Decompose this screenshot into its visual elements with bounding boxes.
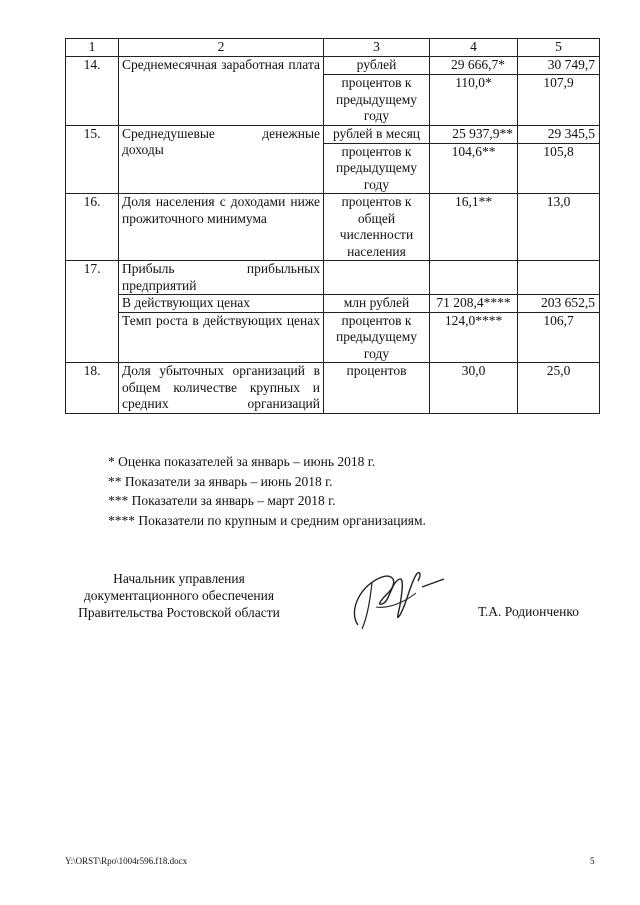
table-row [66, 261, 600, 295]
indicator-name: Доля убыточных организаций в общем количестве крупных и средних организаций [119, 363, 324, 414]
footnote: ** Показатели за январь – июнь 2018 г. [108, 473, 333, 489]
empty-cell [518, 261, 600, 295]
value-2018-cell: 30,0 [430, 363, 518, 414]
row-number: 17. [66, 261, 119, 363]
table-row [66, 57, 600, 75]
indicator-subname: В действующих ценах [119, 295, 324, 313]
unit-cell: процентов [324, 363, 430, 414]
value-2018-cell: 104,6** [430, 143, 518, 194]
footnote: **** Показатели по крупным и средним организациям. [108, 512, 426, 528]
unit-cell: рублей [324, 57, 430, 75]
handwritten-signature [340, 563, 450, 638]
value-2018-cell: 71 208,4**** [430, 295, 518, 313]
value-forecast-cell: 203 652,5 [518, 295, 600, 313]
unit-cell: процентов к предыдущему году [324, 143, 430, 194]
table-row [66, 295, 600, 313]
position-line: документационного обеспечения [83, 588, 275, 603]
value-forecast-cell: 30 749,7 [518, 57, 600, 75]
column-header: 4 [430, 39, 518, 57]
table-row [66, 312, 600, 363]
table-row [66, 125, 600, 143]
value-2018-cell: 16,1** [430, 194, 518, 261]
unit-cell: процентов к предыдущему году [324, 75, 430, 126]
unit-cell: млн рублей [324, 295, 430, 313]
row-number: 16. [66, 194, 119, 261]
value-forecast-cell: 29 345,5 [518, 125, 600, 143]
table-row [66, 363, 600, 414]
value-2018-cell: 110,0* [430, 75, 518, 126]
row-number: 14. [66, 57, 119, 126]
value-2018-cell: 124,0**** [430, 312, 518, 363]
value-forecast-cell: 13,0 [518, 194, 600, 261]
value-2018-cell: 25 937,9** [430, 125, 518, 143]
unit-cell: процентов к предыдущему году [324, 312, 430, 363]
table-header-row [66, 39, 600, 57]
column-header: 1 [66, 39, 119, 57]
table-row [66, 194, 600, 261]
empty-cell [324, 261, 430, 295]
position-line: Начальник управления [113, 571, 245, 586]
value-2018-cell: 29 666,7* [430, 57, 518, 75]
indicator-name: Среднемесячная заработная плата [119, 57, 324, 126]
position-line: Правительства Ростовской области [78, 605, 280, 620]
value-forecast-cell: 107,9 [518, 75, 600, 126]
indicator-name: Прибыль прибыльных предприятий [119, 261, 324, 295]
row-number: 18. [66, 363, 119, 414]
value-forecast-cell: 105,8 [518, 143, 600, 194]
indicator-name: Доля населения с доходами ниже прожиточного минимума [119, 194, 324, 261]
column-header: 5 [518, 39, 600, 57]
indicator-subname: Темп роста в действующих ценах [119, 312, 324, 363]
row-number: 15. [66, 125, 119, 194]
value-forecast-cell: 106,7 [518, 312, 600, 363]
page-number: 5 [590, 856, 595, 866]
column-header: 2 [119, 39, 324, 57]
unit-cell: процентов к общей численности населения [324, 194, 430, 261]
empty-cell [430, 261, 518, 295]
column-header: 3 [324, 39, 430, 57]
statistics-table [65, 38, 600, 414]
footnotes [108, 452, 426, 530]
footnote: * Оценка показателей за январь – июнь 2018 г. [108, 454, 376, 469]
signatory-name: Т.А. Родионченко [478, 604, 579, 619]
document-path: Y:\ORST\Rpo\1004r596.f18.docx [65, 856, 188, 866]
footnote: *** Показатели за январь – март 2018 г. [108, 493, 336, 508]
indicator-name: Среднедушевые денежные доходы [119, 125, 324, 194]
value-forecast-cell: 25,0 [518, 363, 600, 414]
unit-cell: рублей в месяц [324, 125, 430, 143]
signatory-position [64, 570, 294, 621]
